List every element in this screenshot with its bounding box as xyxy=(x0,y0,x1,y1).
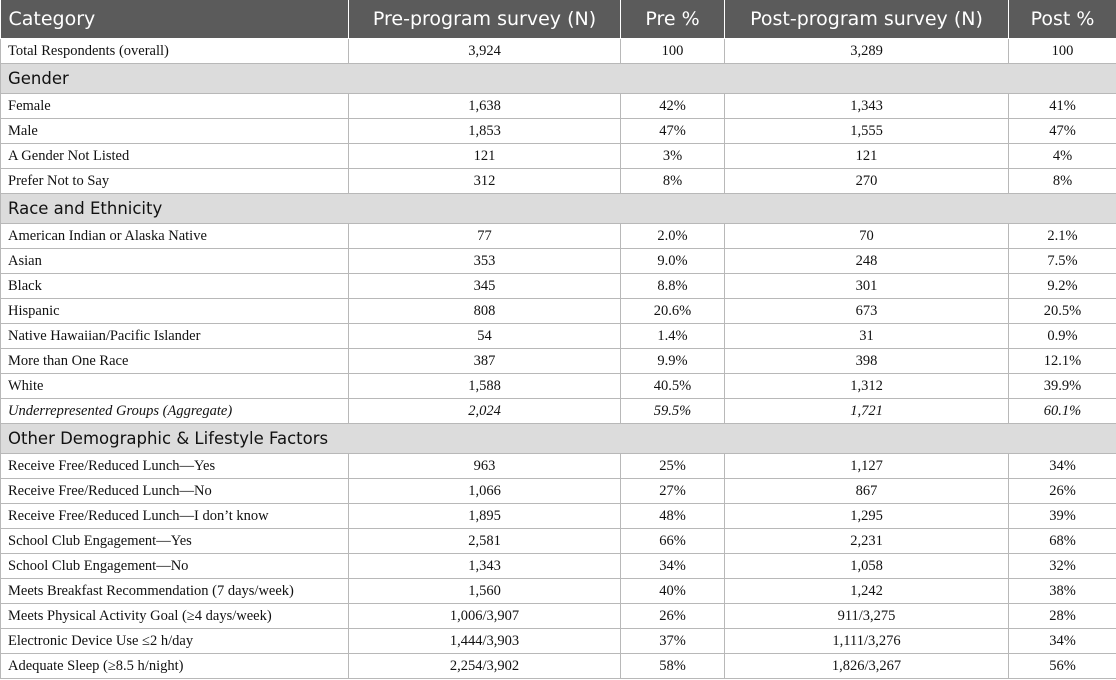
table-row xyxy=(1,324,1116,349)
pre-n-cell: 1,343 xyxy=(349,554,621,579)
post-pct-cell: 8% xyxy=(1009,169,1116,194)
pre-pct-cell: 9.9% xyxy=(621,349,725,374)
section-label: Other Demographic & Lifestyle Factors xyxy=(1,424,1116,454)
table-row xyxy=(1,654,1116,679)
table-row xyxy=(1,554,1116,579)
pre-n-cell: 1,444/3,903 xyxy=(349,629,621,654)
post-n-cell: 1,721 xyxy=(725,399,1009,424)
post-pct-cell: 34% xyxy=(1009,454,1116,479)
post-n-cell: 3,289 xyxy=(725,39,1009,64)
post-n-cell: 1,127 xyxy=(725,454,1009,479)
header-pre-n: Pre-program survey (N) xyxy=(349,0,621,39)
pre-pct-cell: 8.8% xyxy=(621,274,725,299)
post-pct-cell: 9.2% xyxy=(1009,274,1116,299)
pre-pct-cell: 66% xyxy=(621,529,725,554)
post-pct-cell: 100 xyxy=(1009,39,1116,64)
row-category-cell: Underrepresented Groups (Aggregate) xyxy=(1,399,349,424)
pre-n-cell: 1,588 xyxy=(349,374,621,399)
row-category-cell: School Club Engagement—No xyxy=(1,554,349,579)
pre-pct-cell: 20.6% xyxy=(621,299,725,324)
pre-pct-cell: 9.0% xyxy=(621,249,725,274)
post-pct-cell: 28% xyxy=(1009,604,1116,629)
pre-pct-cell: 27% xyxy=(621,479,725,504)
row-category-cell: Asian xyxy=(1,249,349,274)
table-row xyxy=(1,374,1116,399)
row-category-cell: A Gender Not Listed xyxy=(1,144,349,169)
post-pct-cell: 34% xyxy=(1009,629,1116,654)
post-n-cell: 121 xyxy=(725,144,1009,169)
section-header-row xyxy=(1,194,1116,224)
post-pct-cell: 68% xyxy=(1009,529,1116,554)
post-n-cell: 1,343 xyxy=(725,94,1009,119)
pre-pct-cell: 2.0% xyxy=(621,224,725,249)
row-category-cell: Prefer Not to Say xyxy=(1,169,349,194)
post-n-cell: 301 xyxy=(725,274,1009,299)
row-category-cell: Receive Free/Reduced Lunch—Yes xyxy=(1,454,349,479)
pre-n-cell: 121 xyxy=(349,144,621,169)
pre-n-cell: 345 xyxy=(349,274,621,299)
pre-pct-cell: 8% xyxy=(621,169,725,194)
post-n-cell: 1,826/3,267 xyxy=(725,654,1009,679)
row-category-cell: Native Hawaiian/Pacific Islander xyxy=(1,324,349,349)
pre-n-cell: 54 xyxy=(349,324,621,349)
pre-n-cell: 1,895 xyxy=(349,504,621,529)
table-row xyxy=(1,504,1116,529)
post-n-cell: 1,058 xyxy=(725,554,1009,579)
post-pct-cell: 0.9% xyxy=(1009,324,1116,349)
table-row xyxy=(1,299,1116,324)
row-category-cell: Receive Free/Reduced Lunch—I don’t know xyxy=(1,504,349,529)
pre-n-cell: 1,853 xyxy=(349,119,621,144)
pre-n-cell: 2,254/3,902 xyxy=(349,654,621,679)
post-n-cell: 911/3,275 xyxy=(725,604,1009,629)
table-row xyxy=(1,249,1116,274)
post-n-cell: 31 xyxy=(725,324,1009,349)
pre-n-cell: 2,581 xyxy=(349,529,621,554)
pre-pct-cell: 59.5% xyxy=(621,399,725,424)
post-pct-cell: 41% xyxy=(1009,94,1116,119)
row-category-cell: Electronic Device Use ≤2 h/day xyxy=(1,629,349,654)
pre-pct-cell: 42% xyxy=(621,94,725,119)
table-row xyxy=(1,39,1116,64)
header-row xyxy=(1,0,1116,39)
section-label: Race and Ethnicity xyxy=(1,194,1116,224)
post-n-cell: 270 xyxy=(725,169,1009,194)
table-row xyxy=(1,479,1116,504)
post-n-cell: 398 xyxy=(725,349,1009,374)
table-row xyxy=(1,94,1116,119)
pre-n-cell: 77 xyxy=(349,224,621,249)
post-pct-cell: 26% xyxy=(1009,479,1116,504)
pre-pct-cell: 48% xyxy=(621,504,725,529)
row-category-cell: Meets Breakfast Recommendation (7 days/week) xyxy=(1,579,349,604)
pre-pct-cell: 3% xyxy=(621,144,725,169)
section-header-row xyxy=(1,424,1116,454)
row-category-cell: Adequate Sleep (≥8.5 h/night) xyxy=(1,654,349,679)
pre-n-cell: 963 xyxy=(349,454,621,479)
header-pre-pct: Pre % xyxy=(621,0,725,39)
pre-pct-cell: 47% xyxy=(621,119,725,144)
row-category-cell: Meets Physical Activity Goal (≥4 days/week) xyxy=(1,604,349,629)
table-row xyxy=(1,604,1116,629)
post-n-cell: 1,555 xyxy=(725,119,1009,144)
table-row xyxy=(1,119,1116,144)
pre-n-cell: 2,024 xyxy=(349,399,621,424)
post-pct-cell: 7.5% xyxy=(1009,249,1116,274)
table-row xyxy=(1,629,1116,654)
row-category-cell: More than One Race xyxy=(1,349,349,374)
table-row xyxy=(1,579,1116,604)
table-row xyxy=(1,274,1116,299)
post-n-cell: 70 xyxy=(725,224,1009,249)
table-row xyxy=(1,454,1116,479)
post-n-cell: 248 xyxy=(725,249,1009,274)
table-body xyxy=(1,39,1116,679)
post-pct-cell: 32% xyxy=(1009,554,1116,579)
post-pct-cell: 12.1% xyxy=(1009,349,1116,374)
table-row xyxy=(1,144,1116,169)
post-n-cell: 2,231 xyxy=(725,529,1009,554)
pre-n-cell: 3,924 xyxy=(349,39,621,64)
pre-n-cell: 1,560 xyxy=(349,579,621,604)
pre-n-cell: 387 xyxy=(349,349,621,374)
row-category-cell: Male xyxy=(1,119,349,144)
post-n-cell: 1,242 xyxy=(725,579,1009,604)
post-pct-cell: 47% xyxy=(1009,119,1116,144)
post-pct-cell: 39% xyxy=(1009,504,1116,529)
section-label: Gender xyxy=(1,64,1116,94)
table-row xyxy=(1,399,1116,424)
header-post-pct: Post % xyxy=(1009,0,1116,39)
table-row xyxy=(1,349,1116,374)
pre-pct-cell: 25% xyxy=(621,454,725,479)
pre-pct-cell: 40.5% xyxy=(621,374,725,399)
table-row xyxy=(1,169,1116,194)
pre-n-cell: 1,638 xyxy=(349,94,621,119)
pre-n-cell: 1,006/3,907 xyxy=(349,604,621,629)
pre-n-cell: 1,066 xyxy=(349,479,621,504)
post-n-cell: 1,312 xyxy=(725,374,1009,399)
pre-pct-cell: 40% xyxy=(621,579,725,604)
row-category-cell: Receive Free/Reduced Lunch—No xyxy=(1,479,349,504)
post-pct-cell: 39.9% xyxy=(1009,374,1116,399)
row-category-cell: American Indian or Alaska Native xyxy=(1,224,349,249)
pre-n-cell: 312 xyxy=(349,169,621,194)
pre-pct-cell: 58% xyxy=(621,654,725,679)
post-n-cell: 1,111/3,276 xyxy=(725,629,1009,654)
pre-pct-cell: 34% xyxy=(621,554,725,579)
table-row xyxy=(1,224,1116,249)
row-category-cell: Total Respondents (overall) xyxy=(1,39,349,64)
pre-pct-cell: 37% xyxy=(621,629,725,654)
pre-pct-cell: 26% xyxy=(621,604,725,629)
row-category-cell: Female xyxy=(1,94,349,119)
post-pct-cell: 20.5% xyxy=(1009,299,1116,324)
post-pct-cell: 38% xyxy=(1009,579,1116,604)
pre-pct-cell: 1.4% xyxy=(621,324,725,349)
post-pct-cell: 60.1% xyxy=(1009,399,1116,424)
pre-n-cell: 808 xyxy=(349,299,621,324)
post-pct-cell: 56% xyxy=(1009,654,1116,679)
row-category-cell: White xyxy=(1,374,349,399)
post-n-cell: 673 xyxy=(725,299,1009,324)
row-category-cell: School Club Engagement—Yes xyxy=(1,529,349,554)
post-n-cell: 1,295 xyxy=(725,504,1009,529)
post-n-cell: 867 xyxy=(725,479,1009,504)
row-category-cell: Black xyxy=(1,274,349,299)
row-category-cell: Hispanic xyxy=(1,299,349,324)
header-post-n: Post-program survey (N) xyxy=(725,0,1009,39)
section-header-row xyxy=(1,64,1116,94)
table-row xyxy=(1,529,1116,554)
pre-pct-cell: 100 xyxy=(621,39,725,64)
post-pct-cell: 4% xyxy=(1009,144,1116,169)
pre-n-cell: 353 xyxy=(349,249,621,274)
header-category: Category xyxy=(1,0,349,39)
post-pct-cell: 2.1% xyxy=(1009,224,1116,249)
